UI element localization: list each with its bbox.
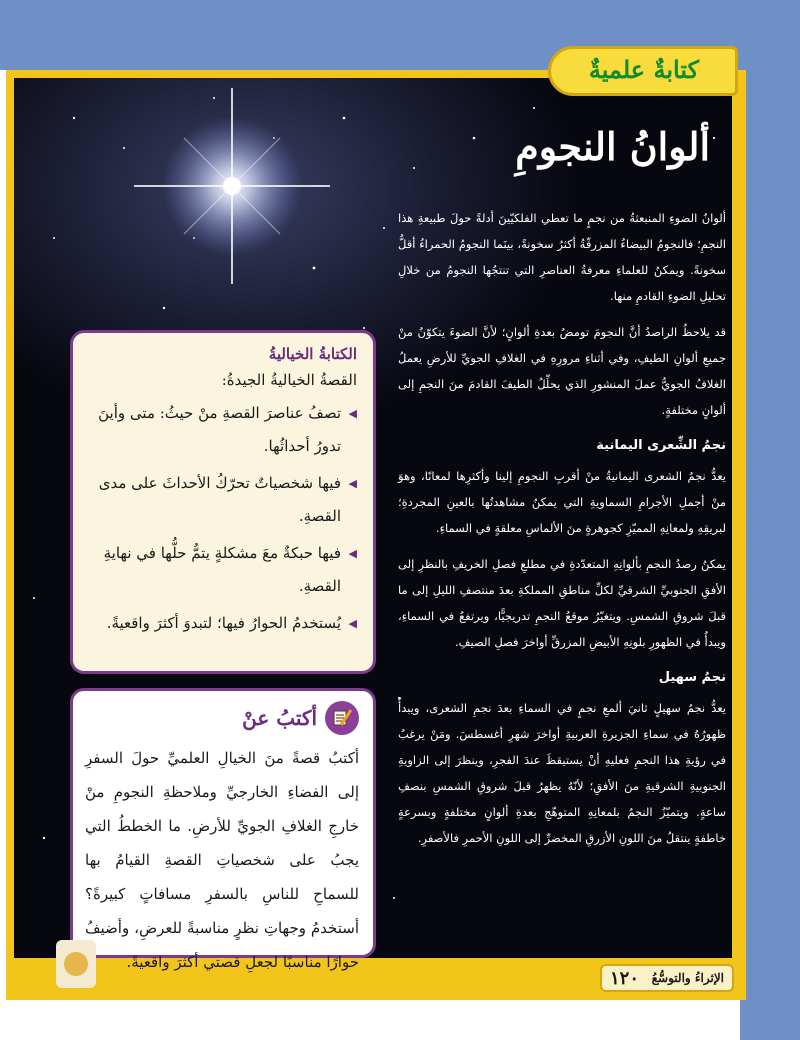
list-item: ◀ فيها حبكةٌ معَ مشكلةٍ يتمُّ حلُّها في نهايةِ القصةِ. [87,537,357,603]
write-box-title: أكتبُ عنْ [242,706,317,730]
write-box-header [85,701,359,735]
article-heading: نجمُ سهيل [658,670,726,685]
fiction-box-title: الكتابةُ الخياليةُ [268,345,357,363]
article-paragraph: قد يلاحظُ الراصدُ أنَّ النجومَ تومضُ بعدةِ ألوانٍ؛ لأنَّ الضوءَ يتكوّنُ منْ جميعِ ألوانِ الطيفِ، وفي أثناءِ مرورِهِ في الغلافِ الجويِّ للأرضِ يعملُ الغلافُ الجويُّ عملَ المنشورِ الذي يحلِّلُ الطيفَ القادمَ منَ النجمِ إلى ألوانٍ مختلفةٍ. [398,325,726,417]
article-paragraph: يعدُّ نجمُ سهيلٍ ثانيَ ألمعِ نجمٍ في السماءِ بعدَ نجمِ الشعرى، ويبدأُ ظهورُهُ في سماءِ الجزيرةِ العربيةِ أواخرَ شهرِ أغسطسَ. ومَنْ يرغبُ في رؤيةِ هذا النجمِ فعليهِ أنْ يستيقظَ عندَ الفجرِ، وينظرَ إلى الزاويةِ الجنوبيةِ الشرقيةِ منَ الأفقِ؛ لأنّهُ يظهرُ قبلَ شروقِ الشمسِ بنصفِ ساعةٍ. ويتميّزُ النجمُ بلمعانِهِ المتوهّجِ بعدةِ ألوانٍ مختلفةٍ وبسرعةٍ خاطفةٍ ينتقلُ منَ اللونِ الأزرقِ المخضرِّ إلى اللونِ الأحمرِ فالأصفرِ. [398,701,726,845]
fiction-box-lead: القصةُ الخياليةُ الجيدةُ: [221,371,357,389]
section-tag [548,46,738,96]
star-glow-icon [134,88,330,284]
bullet-triangle-icon: ◀ [348,547,357,560]
article-heading: نجمُ الشِّعرى اليمانية [596,438,726,453]
article-paragraph: ألوانُ الضوءِ المنبعثةُ من نجمٍ ما تعطي الفلكيّينَ أدلةً حولَ طبيعةِ هذا النجمِ؛ فالنجومُ البيضاءُ المزرقّةُ أكثرُ سخونةً، بينَما النجومُ الحمراءُ أقلُّ سخونةً. ويمكنُ للعلماءِ معرفةُ العناصرِ التي تنتجُها النجومُ من خلالِ تحليلِ الضوءِ القادمِ منها. [398,211,726,303]
section-tag-label: كتابةٌ علميةٌ [588,55,699,84]
bullet-triangle-icon: ◀ [348,617,357,630]
list-item: ◀ يُستخدمُ الحوارُ فيها؛ لتبدوَ أكثرَ واقعيةً. [87,607,357,640]
write-box-body: أكتبُ قصةً منَ الخيالِ العلميِّ حولَ السفرِ إلى الفضاءِ الخارجيِّ وملاحظةِ النجومِ منْ خارجِ الغلافِ الجويِّ للأرضِ. ما الخططُ التي يجبُ على شخصياتِ القصةِ القيامُ بها للسماحِ للناسِ بالسفرِ مسافاتٍ كبيرةً؟ أستخدمُ وجهاتِ نظرٍ مناسبةً للعرضِ، وأضيفُ حوارًا مناسبًا لجعلِ قصتي أكثرَ واقعيةً. [85,749,359,971]
page-number: ١٢٠ [610,967,640,989]
write-about-box [70,688,376,971]
publisher-logo-icon [56,940,96,988]
bullet-triangle-icon: ◀ [348,407,357,420]
right-band [740,0,800,1040]
article-body [398,205,726,861]
footer-bar [600,964,734,992]
fiction-writing-box [70,330,376,674]
list-item: ◀ فيها شخصياتٌ تحرّكُ الأحداثَ على مدى القصةِ. [87,467,357,533]
bullet-triangle-icon: ◀ [348,477,357,490]
footer-label: الإثراءُ والتوسُّعُ [651,971,724,985]
page-title: ألوانُ النجومِ [515,124,710,169]
article-paragraph: يمكنُ رصدُ النجمِ بألوانِهِ المتعدّدةِ في مطلعِ فصلِ الخريفِ بالنظرِ إلى الأفقِ الجنوبيِّ الشرقيِّ لكلِّ مناطقِ المملكةِ بعدَ منتصفِ الليلِ إلى ما قبلَ شروقِ الشمسِ. ويتغيّرُ موقعُ النجمِ تدريجيًّا، ويرتفعُ في السماءِ، ويبدأُ في الظهورِ بلونِهِ الأبيضِ المزرقِّ أواخرَ فصلِ الصيفِ. [398,557,726,649]
pen-paper-icon [325,701,359,735]
list-item: ◀ تصفُ عناصرَ القصةِ منْ حيثُ: متى وأينَ تدورُ أحداثُها. [87,397,357,463]
fiction-criteria-list [87,397,357,640]
article-paragraph: يعدُّ نجمُ الشعرى اليمانيةُ منْ أقربِ النجومِ إلينا وأكثرِها لمعانًا، وهوَ منْ أجملِ الأجرامِ السماويةِ التي يمكنُ مشاهدتُها بالعينِ المجردةِ؛ لبريقِهِ ولمعانِهِ المميّزِ كجوهرةٍ منَ الألماسِ معلقةٍ في السماءِ. [398,469,726,535]
